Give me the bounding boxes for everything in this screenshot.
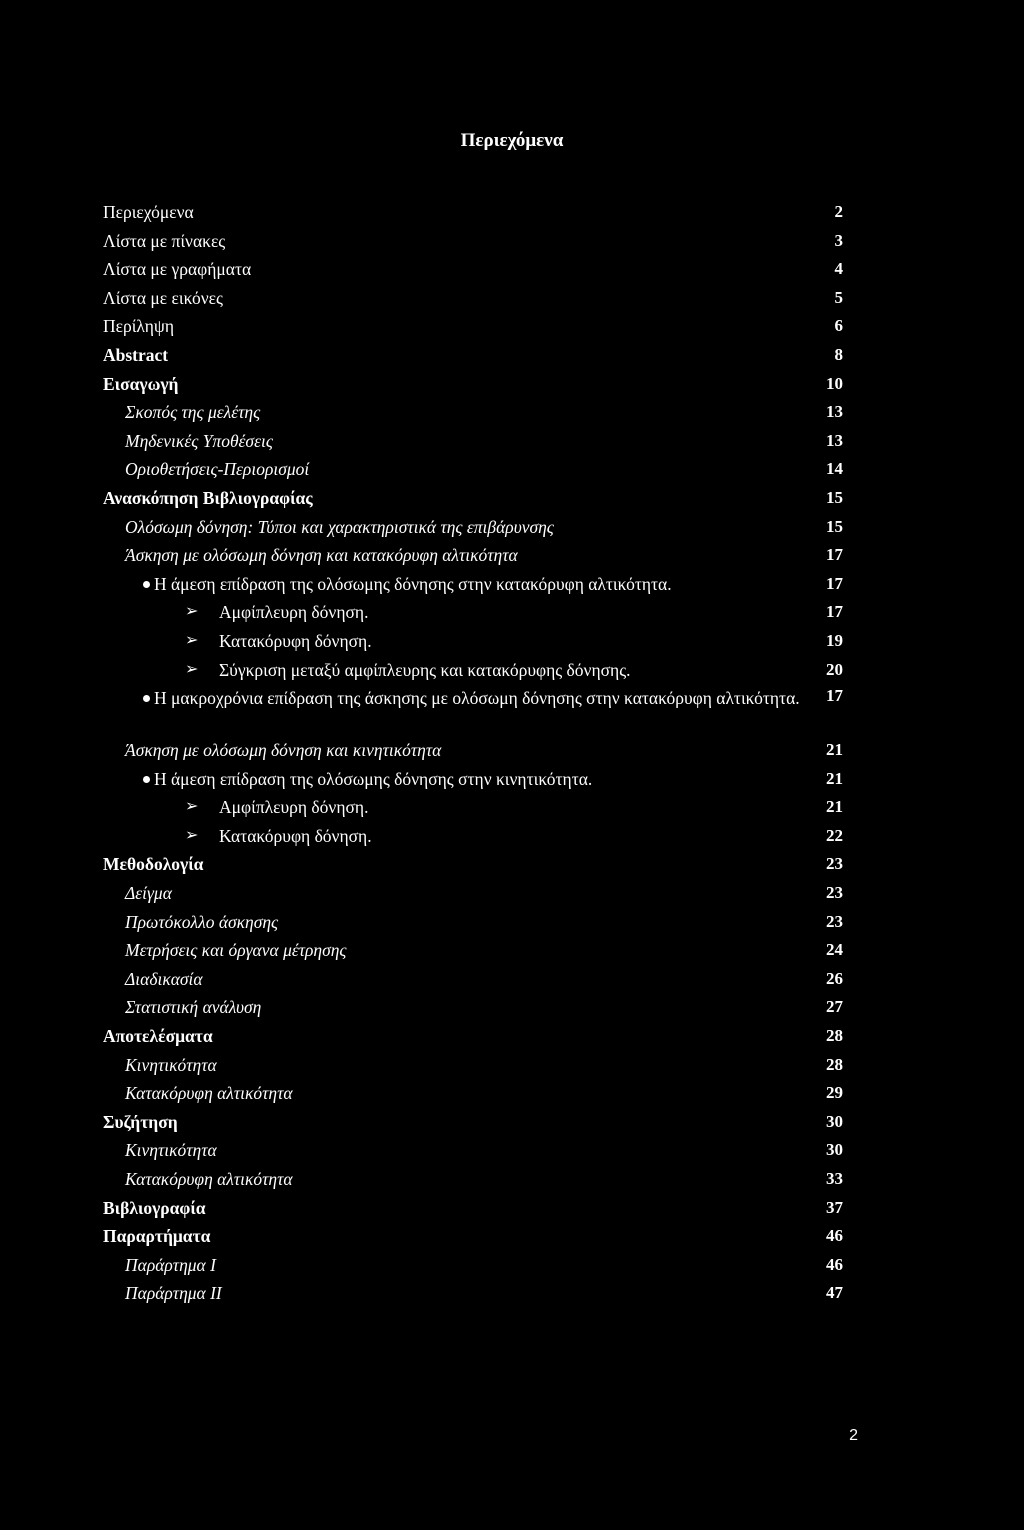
toc-entry-page: 23 xyxy=(826,883,843,903)
toc-entry-page: 30 xyxy=(826,1111,843,1131)
toc-entry-null-hypotheses[interactable] xyxy=(103,427,843,456)
toc-entry-vibration-jump[interactable] xyxy=(103,541,843,570)
toc-entry-page: 29 xyxy=(826,1083,843,1103)
toc-entry-statistical-analysis[interactable] xyxy=(103,993,843,1022)
toc-entry-page: 5 xyxy=(834,287,843,307)
toc-entry-vibration-mobility[interactable] xyxy=(103,736,843,765)
toc-entry-label: Ολόσωμη δόνηση: Τύποι και χαρακτηριστικά της επιβάρυνσης xyxy=(125,516,554,537)
bullet-icon xyxy=(143,695,150,702)
toc-entry-label: Άσκηση με ολόσωμη δόνηση και κινητικότητα xyxy=(125,740,442,761)
toc-entry-vibration-comparison[interactable] xyxy=(103,656,843,685)
toc-entry-label: Σύγκριση μεταξύ αμφίπλευρης και κατακόρυφης δόνησης. xyxy=(219,659,631,680)
toc-entry-page: 19 xyxy=(826,630,843,650)
toc-entry-page: 21 xyxy=(826,768,843,788)
toc-entry-label: Αποτελέσματα xyxy=(103,1026,213,1047)
toc-entry-page: 21 xyxy=(826,740,843,760)
toc-entry-label: Κατακόρυφη αλτικότητα xyxy=(125,1083,293,1104)
toc-entry-label: Αμφίπλευρη δόνηση. xyxy=(219,797,369,818)
toc-entry-label: Αμφίπλευρη δόνηση. xyxy=(219,602,369,623)
toc-entry-appendix-2[interactable] xyxy=(103,1279,843,1308)
toc-entry-label: Περίληψη xyxy=(103,316,175,337)
arrow-bullet-icon: ➢ xyxy=(185,798,199,816)
toc-entry-label: Κινητικότητα xyxy=(125,1140,217,1161)
toc-entry-page: 3 xyxy=(834,230,843,250)
toc-entry-label: Εισαγωγή xyxy=(103,373,179,394)
toc-entry-appendices[interactable] xyxy=(103,1222,843,1251)
page-title: Περιεχόμενα xyxy=(460,130,564,151)
toc-entry-label: Λίστα με πίνακες xyxy=(103,230,226,251)
toc-entry-label: Παράρτημα Ι xyxy=(125,1254,216,1275)
toc-entry-discussion-mobility[interactable] xyxy=(103,1136,843,1165)
toc-entry-page: 30 xyxy=(826,1140,843,1160)
toc-entry-vibration-types[interactable] xyxy=(103,513,843,542)
toc-entry-page: 26 xyxy=(826,968,843,988)
toc-entry-page: 46 xyxy=(826,1254,843,1274)
toc-entry-appendix-1[interactable] xyxy=(103,1251,843,1280)
toc-entry-page: 24 xyxy=(826,940,843,960)
toc-entry-page: 20 xyxy=(826,659,843,679)
toc-entry-acute-effect-jump[interactable] xyxy=(103,570,843,599)
toc-entry-page: 22 xyxy=(826,825,843,845)
toc-entry-page: 23 xyxy=(826,854,843,874)
toc-entry-page: 17 xyxy=(826,573,843,593)
toc-entry-measurements[interactable] xyxy=(103,936,843,965)
toc-entry-label: Περιεχόμενα xyxy=(103,202,194,222)
toc-entry-label: Μηδενικές Υποθέσεις xyxy=(125,430,273,451)
toc-entry-label: Πρωτόκολλο άσκησης xyxy=(125,911,279,932)
toc-entry-page: 4 xyxy=(834,259,843,279)
toc-entry-study-purpose[interactable] xyxy=(103,398,843,427)
toc-entry-bilateral-vibration-2[interactable] xyxy=(103,793,843,822)
toc-entry-label: Οριοθετήσεις-Περιορισμοί xyxy=(125,459,310,480)
toc-entry-results[interactable] xyxy=(103,1022,843,1051)
toc-entry-page: 47 xyxy=(826,1283,843,1303)
toc-entry-label: Στατιστική ανάλυση xyxy=(125,997,262,1018)
toc-entry-exercise-protocol[interactable] xyxy=(103,908,843,937)
arrow-bullet-icon: ➢ xyxy=(185,660,199,678)
toc-entry-introduction[interactable] xyxy=(103,370,843,399)
toc-entry-sample[interactable] xyxy=(103,879,843,908)
toc-entry-acute-effect-mobility[interactable] xyxy=(103,765,843,794)
toc-entry-page: 15 xyxy=(826,516,843,536)
toc-entry-page: 46 xyxy=(826,1226,843,1246)
toc-entry-page: 27 xyxy=(826,997,843,1017)
toc-entry-vertical-vibration-2[interactable] xyxy=(103,822,843,851)
table-of-contents xyxy=(103,198,843,1308)
toc-entry-delimitations[interactable] xyxy=(103,455,843,484)
toc-entry-label: Λίστα με εικόνες xyxy=(103,287,223,308)
toc-entry-methodology[interactable] xyxy=(103,850,843,879)
toc-entry-label: Η μακροχρόνια επίδραση της άσκησης με ολόσωμη δόνησης στην κατακόρυφη αλτικότητα. xyxy=(154,688,800,709)
toc-entry-page: 21 xyxy=(826,797,843,817)
toc-entry-list-of-graphs[interactable] xyxy=(103,255,843,284)
toc-entry-abstract[interactable] xyxy=(103,341,843,370)
toc-entry-label: Σκοπός της μελέτης xyxy=(125,402,261,423)
toc-entry-page: 14 xyxy=(826,459,843,479)
toc-entry-label: Παραρτήματα xyxy=(103,1226,211,1247)
toc-entry-label: Κατακόρυφη δόνηση. xyxy=(219,825,372,846)
toc-entry-page: 33 xyxy=(826,1169,843,1188)
toc-entry-vertical-vibration[interactable] xyxy=(103,627,843,656)
toc-entry-bibliography[interactable] xyxy=(103,1194,843,1223)
toc-entry-page: 6 xyxy=(834,316,843,336)
toc-entry-literature-review[interactable] xyxy=(103,484,843,513)
toc-entry-page: 23 xyxy=(826,911,843,931)
arrow-bullet-icon: ➢ xyxy=(185,603,199,621)
toc-entry-label: Κατακόρυφη δόνηση. xyxy=(219,630,372,651)
toc-entry-label: Παράρτημα ΙΙ xyxy=(125,1283,222,1304)
toc-entry-page: 17 xyxy=(826,602,843,622)
toc-entry-procedure[interactable] xyxy=(103,965,843,994)
toc-entry-page: 17 xyxy=(826,686,843,706)
toc-entry-contents[interactable] xyxy=(103,198,843,227)
toc-entry-results-jump[interactable] xyxy=(103,1079,843,1108)
toc-entry-page: 17 xyxy=(826,545,843,565)
bullet-icon xyxy=(143,581,150,588)
arrow-bullet-icon: ➢ xyxy=(185,631,199,649)
toc-entry-page: 13 xyxy=(826,430,843,450)
toc-entry-bilateral-vibration[interactable] xyxy=(103,598,843,627)
toc-entry-page: 8 xyxy=(834,344,843,364)
toc-entry-label: Κινητικότητα xyxy=(125,1054,217,1075)
toc-entry-label: Η άμεση επίδραση της ολόσωμης δόνησης στην κινητικότητα. xyxy=(154,768,593,789)
toc-entry-long-term-effect-jump[interactable] xyxy=(103,684,843,736)
toc-entry-label: Λίστα με γραφήματα xyxy=(103,259,252,280)
toc-entry-discussion[interactable] xyxy=(103,1108,843,1137)
toc-entry-page: 15 xyxy=(826,487,843,507)
toc-entry-label: Μετρήσεις και όργανα μέτρησης xyxy=(125,940,347,961)
toc-entry-label: Ανασκόπηση Βιβλιογραφίας xyxy=(103,487,313,508)
toc-entry-discussion-jump[interactable] xyxy=(103,1165,843,1194)
arrow-bullet-icon: ➢ xyxy=(185,826,199,844)
toc-entry-label: Διαδικασία xyxy=(125,968,203,989)
toc-entry-label: Συζήτηση xyxy=(103,1111,178,1132)
toc-entry-page: 10 xyxy=(826,373,843,393)
toc-entry-results-mobility[interactable] xyxy=(103,1051,843,1080)
toc-entry-label: Δείγμα xyxy=(125,883,172,904)
toc-entry-label: Η άμεση επίδραση της ολόσωμης δόνησης στην κατακόρυφη αλτικότητα. xyxy=(154,573,672,594)
toc-entry-list-of-images[interactable] xyxy=(103,284,843,313)
toc-entry-label: Άσκηση με ολόσωμη δόνηση και κατακόρυφη αλτικότητα xyxy=(125,545,518,566)
toc-entry-summary[interactable] xyxy=(103,312,843,341)
toc-entry-label: Μεθοδολογία xyxy=(103,854,204,875)
toc-entry-label: Abstract xyxy=(103,344,169,365)
toc-entry-label: Κατακόρυφη αλτικότητα xyxy=(125,1169,293,1189)
toc-entry-page: 13 xyxy=(826,402,843,422)
toc-entry-page: 28 xyxy=(826,1054,843,1074)
toc-entry-label: Βιβλιογραφία xyxy=(103,1197,206,1218)
bullet-icon xyxy=(143,776,150,783)
toc-entry-page: 2 xyxy=(834,202,843,221)
toc-entry-list-of-tables[interactable] xyxy=(103,227,843,256)
toc-entry-page: 37 xyxy=(826,1197,843,1217)
toc-entry-page: 28 xyxy=(826,1026,843,1046)
page-number: 2 xyxy=(849,1427,858,1444)
